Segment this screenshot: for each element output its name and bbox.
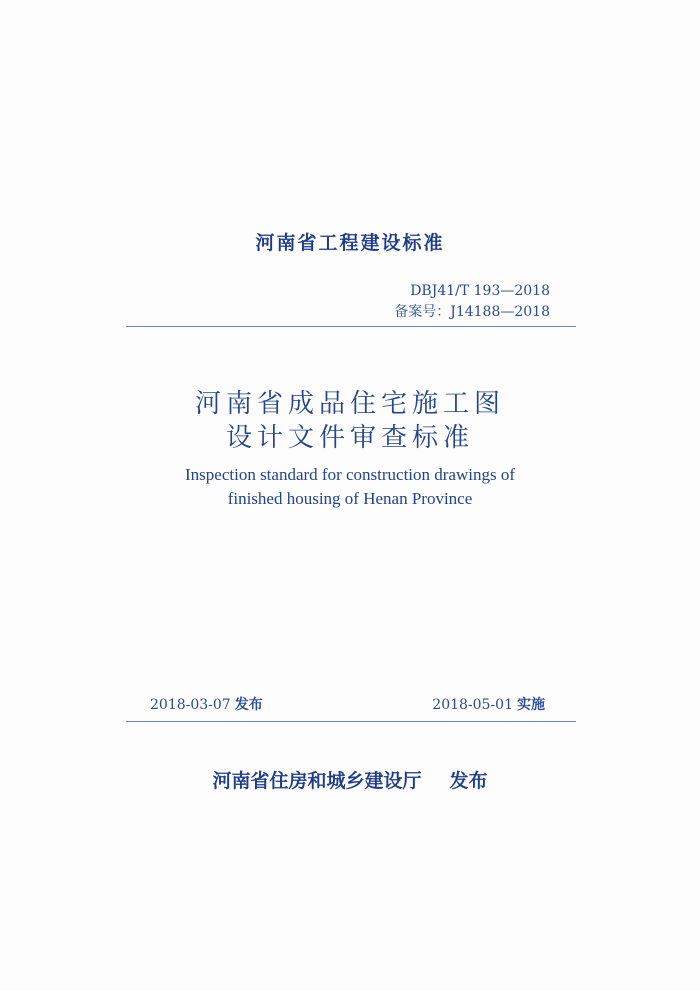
standard-number: DBJ41/T 193—2018 bbox=[410, 283, 550, 299]
publisher-line bbox=[0, 766, 700, 793]
implement-label: 实施 bbox=[517, 697, 545, 713]
issue-date-block bbox=[150, 694, 263, 714]
english-title-line-2: finished housing of Henan Province bbox=[227, 489, 473, 508]
issue-date: 2018-03-07 bbox=[150, 697, 231, 713]
implement-date: 2018-05-01 bbox=[432, 697, 513, 713]
record-number: 备案号：J14188—2018 bbox=[394, 304, 550, 320]
bottom-divider bbox=[126, 721, 576, 722]
chinese-title-line-2: 设计文件审查标准 bbox=[225, 423, 474, 453]
issue-label: 发布 bbox=[234, 697, 263, 713]
publisher-label: 发布 bbox=[449, 770, 488, 792]
chinese-title-line-1: 河南省成品住宅施工图 bbox=[194, 389, 505, 419]
standard-codes bbox=[394, 281, 550, 323]
english-title-line-1: Inspection standard for construction drawings of bbox=[185, 465, 515, 484]
publisher-name: 河南省住房和城乡建设厅 bbox=[212, 770, 422, 792]
chinese-title bbox=[0, 387, 700, 455]
top-divider bbox=[126, 326, 576, 327]
english-title bbox=[0, 463, 700, 511]
standard-category: 河南省工程建设标准 bbox=[255, 232, 445, 254]
implement-date-block bbox=[432, 694, 545, 714]
